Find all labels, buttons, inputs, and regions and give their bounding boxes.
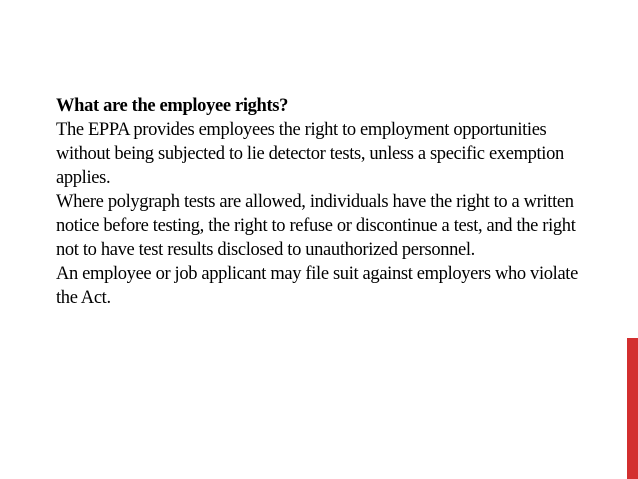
paragraph-eppa-right: The EPPA provides employees the right to employment opportunities without being subjected to lie detector tests, unless a specific exemption applies. <box>56 120 564 188</box>
slide-heading: What are the employee rights? <box>56 96 289 116</box>
paragraph-file-suit: An employee or job applicant may file suit against employers who violate the Act. <box>56 264 578 308</box>
slide-body <box>56 94 596 310</box>
paragraph-polygraph-rights: Where polygraph tests are allowed, individuals have the right to a written notice before testing, the right to refuse or discontinue a test, and the right not to have test results disclosed to unauthorized personnel. <box>56 192 576 260</box>
accent-bar <box>627 338 638 479</box>
